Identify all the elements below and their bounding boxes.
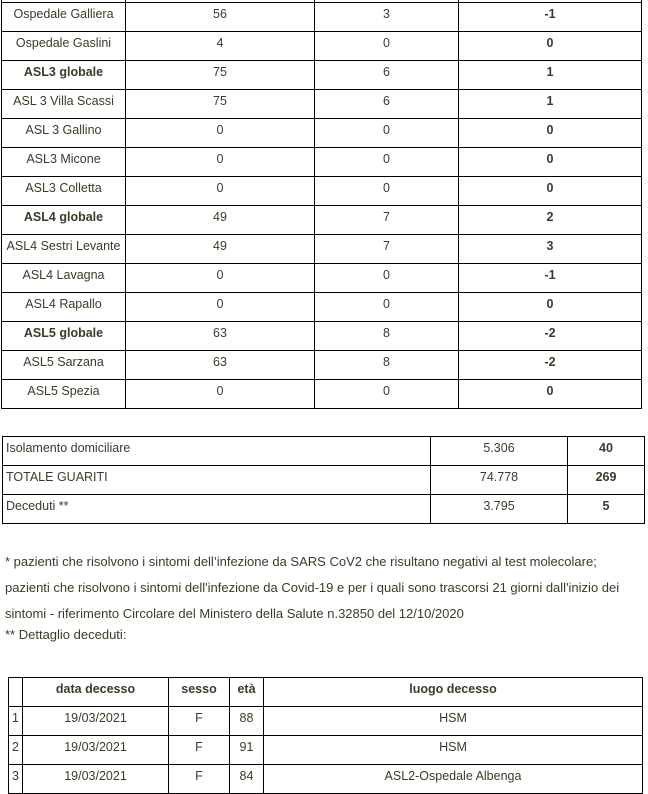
summary-label: Deceduti ** [3, 495, 431, 524]
cell-delta: -2 [459, 350, 642, 379]
facility-name: ASL3 Colletta [2, 176, 126, 205]
cell-value: 0 [126, 263, 315, 292]
death-place: HSM [264, 736, 643, 765]
table-row [2, 31, 642, 60]
deaths-header-row [9, 678, 643, 707]
cell-value: 7 [315, 205, 459, 234]
table-row [2, 350, 642, 379]
summary-value: 3.795 [431, 495, 568, 524]
death-date: 19/03/2021 [23, 736, 169, 765]
cell-value: 0 [315, 263, 459, 292]
cell-value: 0 [126, 176, 315, 205]
summary-row-guariti [3, 466, 645, 495]
cell-delta: 1 [459, 89, 642, 118]
cell-delta: 0 [459, 31, 642, 60]
facility-name: Ospedale Galliera [2, 2, 126, 31]
death-age: 88 [230, 707, 264, 736]
facility-name: ASL3 globale [2, 60, 126, 89]
header-place: luogo decesso [264, 678, 643, 707]
header-index [9, 678, 23, 707]
cell-delta: 0 [459, 292, 642, 321]
facility-name: Ospedale Gaslini [2, 31, 126, 60]
cell-delta: 0 [459, 379, 642, 408]
cell-value: 0 [126, 292, 315, 321]
cell-value: 56 [126, 2, 315, 31]
cell-value: 3 [315, 2, 459, 31]
facility-name: ASL 3 Villa Scassi [2, 89, 126, 118]
death-row [9, 765, 643, 794]
death-place: HSM [264, 707, 643, 736]
death-index: 2 [9, 736, 23, 765]
cell-delta: -1 [459, 2, 642, 31]
death-age: 84 [230, 765, 264, 794]
cell-value: 75 [126, 60, 315, 89]
cell-delta: 2 [459, 205, 642, 234]
table-row [2, 234, 642, 263]
summary-label: TOTALE GUARITI [3, 466, 431, 495]
summary-value: 5.306 [431, 437, 568, 466]
facility-name: ASL4 globale [2, 205, 126, 234]
facility-name: ASL5 globale [2, 321, 126, 350]
footnote-molecular: * pazienti che risolvono i sintomi dell’infezione da SARS CoV2 che risultano negativi al test molecolare; pazienti che risolvono i sintomi dell'infezione da Covid-19 e per i quali sono trascorsi 21 giorni dall'inizio dei sintomi - riferimento Circolare del Ministero della Salute n.32850 del 12/10/2020 [5, 554, 620, 621]
cell-value: 8 [315, 321, 459, 350]
facility-name: ASL 3 Gallino [2, 118, 126, 147]
cell-delta: 0 [459, 176, 642, 205]
facility-name: ASL4 Rapallo [2, 292, 126, 321]
cell-value: 63 [126, 321, 315, 350]
cell-delta: 0 [459, 118, 642, 147]
summary-row-deceduti [3, 495, 645, 524]
death-sex: F [169, 707, 230, 736]
facility-name: ASL5 Spezia [2, 379, 126, 408]
header-sex: sesso [169, 678, 230, 707]
table-row-asl3-global [2, 60, 642, 89]
cell-delta: -2 [459, 321, 642, 350]
facility-name: ASL4 Lavagna [2, 263, 126, 292]
cell-value: 49 [126, 234, 315, 263]
cell-value: 6 [315, 89, 459, 118]
death-row [9, 736, 643, 765]
table-row [2, 2, 642, 31]
table-row [2, 147, 642, 176]
cell-value: 0 [126, 379, 315, 408]
deaths-table [8, 677, 643, 794]
summary-table [2, 436, 645, 524]
cell-value: 0 [315, 292, 459, 321]
table-row [2, 89, 642, 118]
cell-value: 4 [126, 31, 315, 60]
death-index: 1 [9, 707, 23, 736]
cell-delta: 1 [459, 60, 642, 89]
cell-delta: 3 [459, 234, 642, 263]
cell-value: 8 [315, 350, 459, 379]
death-age: 91 [230, 736, 264, 765]
death-place: ASL2-Ospedale Albenga [264, 765, 643, 794]
cell-value: 0 [315, 379, 459, 408]
cell-value: 0 [126, 118, 315, 147]
table-row-asl4-global [2, 205, 642, 234]
hospital-table [1, 0, 642, 409]
death-sex: F [169, 736, 230, 765]
table-row [2, 176, 642, 205]
facility-name: ASL3 Micone [2, 147, 126, 176]
summary-label: Isolamento domiciliare [3, 437, 431, 466]
summary-row-isolamento [3, 437, 645, 466]
table-row [2, 379, 642, 408]
facility-name: ASL5 Sarzana [2, 350, 126, 379]
death-index: 3 [9, 765, 23, 794]
summary-delta: 40 [568, 437, 645, 466]
cell-value: 7 [315, 234, 459, 263]
summary-value: 74.778 [431, 466, 568, 495]
cell-value: 0 [315, 147, 459, 176]
death-date: 19/03/2021 [23, 707, 169, 736]
table-row-asl5-global [2, 321, 642, 350]
cell-value: 0 [315, 118, 459, 147]
table-row [2, 263, 642, 292]
cell-value: 0 [126, 147, 315, 176]
facility-name: ASL4 Sestri Levante [2, 234, 126, 263]
table-row [2, 118, 642, 147]
table-row [2, 292, 642, 321]
cell-value: 0 [315, 31, 459, 60]
cell-delta: -1 [459, 263, 642, 292]
cell-value: 75 [126, 89, 315, 118]
death-row [9, 707, 643, 736]
cell-value: 0 [315, 176, 459, 205]
deaths-detail-label: ** Dettaglio deceduti: [5, 627, 127, 642]
summary-delta: 269 [568, 466, 645, 495]
death-sex: F [169, 765, 230, 794]
cell-delta: 0 [459, 147, 642, 176]
cell-value: 6 [315, 60, 459, 89]
summary-delta: 5 [568, 495, 645, 524]
header-age: età [230, 678, 264, 707]
cell-value: 49 [126, 205, 315, 234]
header-date: data decesso [23, 678, 169, 707]
death-date: 19/03/2021 [23, 765, 169, 794]
cell-value: 63 [126, 350, 315, 379]
